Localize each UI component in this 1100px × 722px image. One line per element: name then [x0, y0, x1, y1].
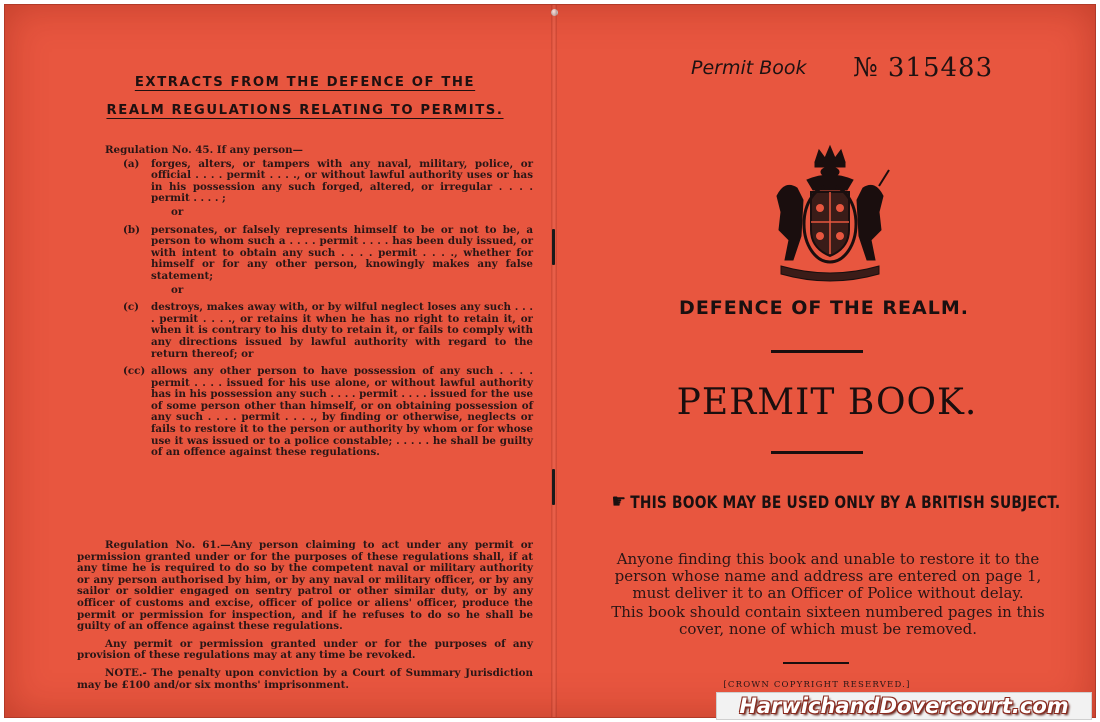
- left-page: [5, 5, 551, 717]
- divider-top: [771, 350, 863, 353]
- reg61-revocation: Any permit or permission granted under or for the purposes of any provision of these regulations may at any time be revoked.: [77, 637, 533, 662]
- site-watermark: HarwichandDovercourt.com: [716, 692, 1092, 720]
- reg61-text: Regulation No. 61.—Any person claiming to act under any permit or permission granted under or for the purposes of these regulations shall, if at any time he is required to do so by the competent naval or military authority or any person authorised by him, or by any naval or military officer, or by any sailor or soldier engaged on sentry patrol or other similar duty, or by any officer of customs and excise, officer of police or aliens' officer, produce the permit or permission for inspection, and if he refuses to do so he shall be guilty of an offence against these regulations.: [77, 539, 533, 633]
- defence-of-the-realm-title: DEFENCE OF THE REALM.: [679, 297, 969, 319]
- permit-book-title: PERMIT BOOK.: [676, 382, 978, 423]
- reg45-title: Regulation No. 45. If any person—: [105, 144, 303, 156]
- reg45-item-c: (c) destroys, makes away with, or by wilful neglect loses any such . . . . permit . . . ., or retains it when he has no right to retain it, or when it is contrary to his duty to retain it, or fails to comply with any directions issued by lawful authority with regard to the return thereof; or: [123, 301, 533, 360]
- staple-top: [552, 229, 555, 265]
- reg45-item-cc: (cc) allows any other person to have possession of any such . . . . permit . . . . issued for his use alone, or without lawful authority has in his possession any such . . . . permit . . . . issued for the use of some person other than himself, or on obtaining possession of any such . . . . permit . . . ., by finding or otherwise, neglects or fails to restore it to the person or authority by whom or for whose use it was issued or to a police constable; . . . . . he shall be guilty of an offence against these regulations.: [123, 365, 533, 459]
- reg45-item-a: (a) forges, alters, or tampers with any naval, military, police, or official . . . . permit . . . ., or without lawful authority uses or has in his possession any such forged, altered, or irregular . . . . permit . . . . ;: [123, 157, 533, 205]
- or-connector: or: [171, 205, 184, 218]
- staple-bottom: [552, 469, 555, 505]
- reg45-item-b: (b) personates, or falsely represents himself to be or not to be, a person to whom such a . . . . permit . . . . has been duly issued, or with intent to obtain any such . . . . permit . . . ., whether for himself or for any other person, knowingly makes any false statement;: [123, 223, 533, 282]
- regulations-heading-line2: REALM REGULATIONS RELATING TO PERMITS.: [106, 103, 504, 118]
- page-count-notice: This book should contain sixteen numbered pages in this cover, none of which must be removed.: [611, 603, 1045, 638]
- divider-bottom: [783, 662, 849, 664]
- british-subject-text: THIS BOOK MAY BE USED ONLY BY A BRITISH SUBJECT.: [630, 492, 1061, 513]
- permit-book-spread: [4, 4, 1096, 718]
- british-subject-notice: [601, 489, 1071, 513]
- regulation-61: [77, 540, 533, 697]
- regulations-heading-line1: EXTRACTS FROM THE DEFENCE OF THE: [134, 75, 476, 90]
- crown-copyright: [CROWN COPYRIGHT RESERVED.]: [723, 680, 911, 690]
- pointing-hand-icon: ☛: [611, 489, 627, 513]
- right-page: [557, 5, 1095, 717]
- or-connector: or: [171, 283, 184, 296]
- regulation-45: [93, 145, 533, 461]
- royal-coat-of-arms-icon: [767, 140, 893, 290]
- permit-book-label: Permit Book: [691, 57, 807, 79]
- finder-instructions: Anyone finding this book and unable to restore it to the person whose name and address are entered on page 1, must deliver it to an Officer of Police without delay.: [614, 550, 1042, 602]
- divider-middle: [771, 451, 863, 454]
- penalty-note: NOTE.- The penalty upon conviction by a Court of Summary Jurisdiction may be £100 and/or six months' imprisonment.: [77, 666, 533, 691]
- permit-number: № 315483: [853, 53, 994, 83]
- finder-notice: [597, 551, 1059, 640]
